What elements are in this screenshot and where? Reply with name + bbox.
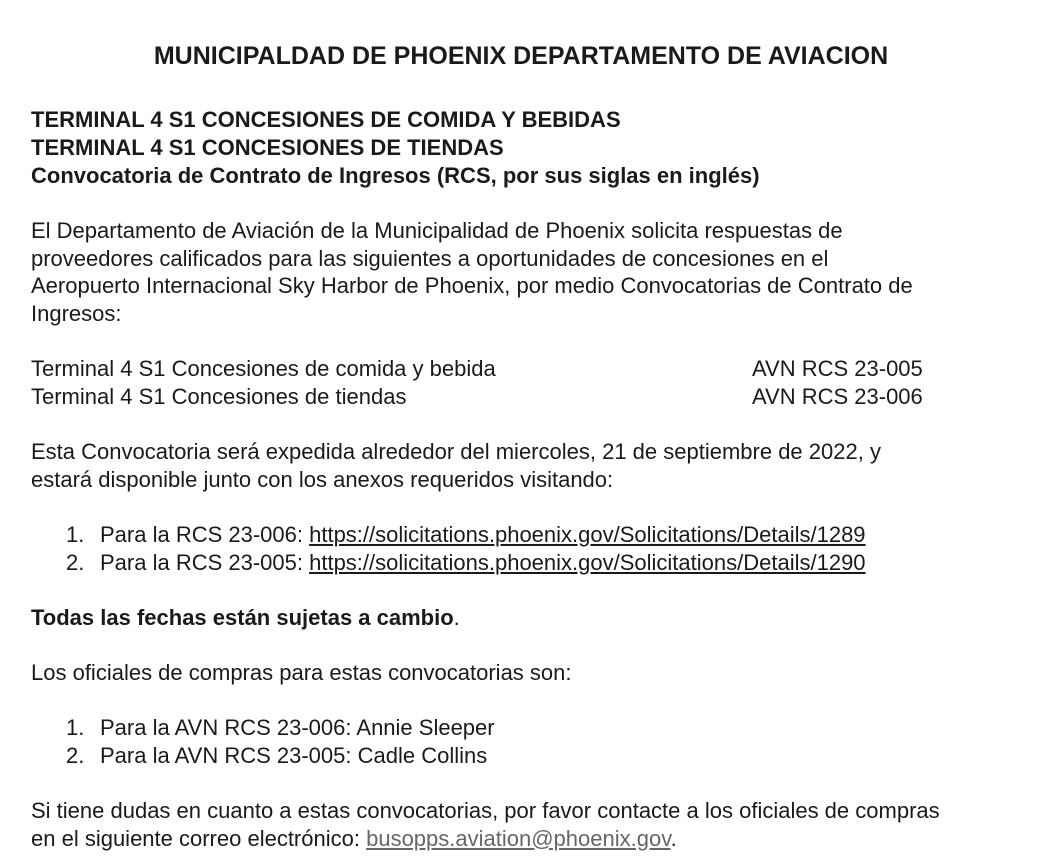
officers-intro: Los oficiales de compras para estas convocatorias son:	[31, 660, 572, 685]
list-item	[66, 742, 495, 770]
opportunity-code: AVN RCS 23-005	[752, 356, 923, 381]
list-number: 1.	[66, 522, 85, 547]
availability-line: estará disponible junto con los anexos requeridos visitando:	[31, 466, 614, 492]
officer-text: Para la AVN RCS 23-005: Cadle Collins	[100, 742, 488, 768]
link-label: Para la RCS 23-005:	[100, 549, 310, 575]
availability-paragraph	[31, 438, 881, 493]
intro-line: El Departamento de Aviación de la Municipalidad de Phoenix solicita respuestas de	[31, 218, 843, 243]
intro-line: Aeropuerto Internacional Sky Harbor de Phoenix, por medio Convocatorias de Contrato de	[31, 273, 913, 298]
list-item	[66, 549, 866, 577]
list-number: 2.	[66, 549, 85, 575]
heading-shops: TERMINAL 4 S1 CONCESIONES DE TIENDAS	[31, 135, 504, 160]
officer-text: Para la AVN RCS 23-006: Annie Sleeper	[100, 715, 495, 740]
solicitation-links-list	[66, 521, 866, 576]
solicitation-link-1289[interactable]: https://solicitations.phoenix.gov/Solicitations/Details/1289	[309, 522, 866, 547]
officers-list	[66, 714, 495, 769]
dates-note-end: .	[453, 605, 460, 630]
opportunity-row	[31, 383, 1021, 411]
intro-line: Ingresos:	[31, 300, 122, 326]
intro-paragraph	[31, 217, 1021, 327]
document-title: MUNICIPALDAD DE PHOENIX DEPARTAMENTO DE AVIACION	[153, 42, 889, 70]
opportunities-table	[31, 355, 1021, 410]
availability-line: Esta Convocatoria será expedida alrededor del miercoles, 21 de septiembre de 2022, y	[31, 439, 881, 464]
contact-end: .	[670, 825, 677, 851]
opportunity-code: AVN RCS 23-006	[752, 383, 923, 409]
contact-email-link[interactable]: busopps.aviation@phoenix.gov	[366, 825, 671, 851]
dates-note	[31, 604, 460, 632]
list-number: 1.	[66, 715, 85, 740]
solicitation-link-1290[interactable]: https://solicitations.phoenix.gov/Solicitations/Details/1290	[309, 549, 866, 575]
list-number: 2.	[66, 742, 85, 768]
opportunity-name: Terminal 4 S1 Concesiones de tiendas	[31, 383, 407, 409]
intro-line: proveedores calificados para las siguientes a oportunidades de concesiones en el	[31, 245, 829, 271]
dates-note-bold: Todas las fechas están sujetas a cambio	[31, 605, 454, 630]
list-item	[66, 714, 495, 742]
contact-line	[31, 825, 940, 853]
contact-paragraph	[31, 797, 940, 852]
contact-line: Si tiene dudas en cuanto a estas convocatorias, por favor contacte a los oficiales de compras	[31, 798, 940, 823]
heading-rcs: Convocatoria de Contrato de Ingresos (RCS, por sus siglas en inglés)	[31, 163, 760, 188]
opportunity-name: Terminal 4 S1 Concesiones de comida y bebida	[31, 356, 496, 381]
opportunity-row	[31, 355, 1021, 383]
heading-food: TERMINAL 4 S1 CONCESIONES DE COMIDA Y BEBIDAS	[31, 107, 621, 132]
link-label: Para la RCS 23-006:	[100, 522, 310, 547]
headings	[31, 106, 760, 190]
contact-prefix: en el siguiente correo electrónico:	[31, 825, 367, 851]
list-item	[66, 521, 866, 549]
